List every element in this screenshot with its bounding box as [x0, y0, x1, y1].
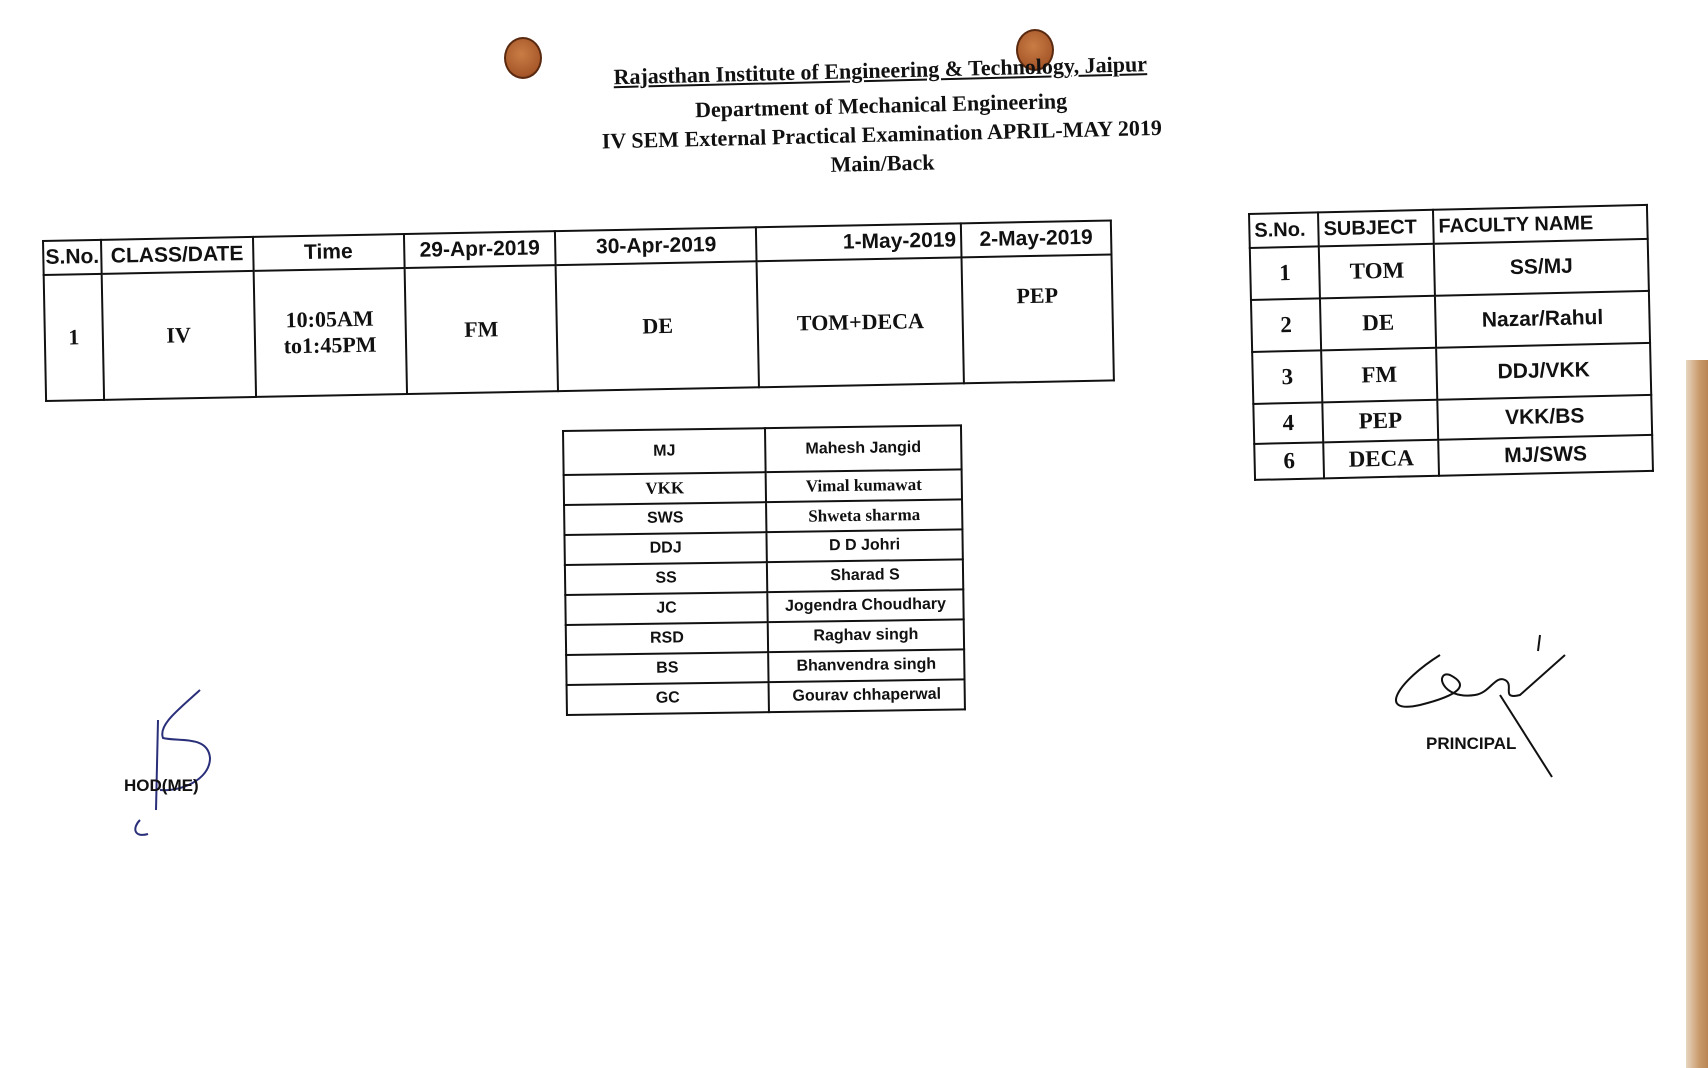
table-row [563, 425, 962, 475]
col-date-2: 30-Apr-2019 [555, 227, 757, 265]
cell-name: Vimal kumawat [766, 469, 962, 502]
cell-subject: DE [1320, 296, 1436, 351]
cell-subject: FM [1321, 348, 1437, 403]
cell-sno: 1 [1250, 246, 1320, 300]
exam-mode: Main/Back [830, 149, 935, 177]
table-row [1252, 343, 1651, 404]
cell-sno: 2 [1251, 298, 1321, 352]
cell-name: D D Johri [766, 529, 962, 562]
col-faculty-name: FACULTY NAME [1433, 205, 1648, 244]
col-class-date: CLASS/DATE [101, 237, 253, 274]
hod-signature-mark [118, 680, 228, 850]
cell-name: Jogendra Choudhary [767, 589, 963, 622]
hod-label: HOD(ME) [124, 776, 199, 795]
cell-subject: DECA [1323, 440, 1439, 479]
cell-code: SS [565, 562, 767, 595]
col-subject: SUBJECT [1318, 210, 1434, 247]
cell-date-1: FM [404, 265, 558, 394]
cell-name: Sharad S [767, 559, 963, 592]
schedule-table [42, 219, 1115, 402]
cell-date-4: PEP [961, 254, 1113, 383]
cell-faculty: DDJ/VKK [1436, 343, 1651, 400]
cell-sno: 1 [44, 274, 104, 401]
table-row [1250, 239, 1649, 300]
subject-faculty-table [1248, 204, 1654, 481]
cell-sno: 3 [1252, 350, 1322, 404]
cell-sno: 6 [1254, 442, 1324, 480]
cell-subject: TOM [1319, 244, 1435, 299]
principal-label: PRINCIPAL [1426, 734, 1517, 753]
cell-code: SWS [564, 502, 766, 535]
cell-date-2: DE [556, 261, 759, 391]
principal-signature-mark [1380, 625, 1580, 785]
col-date-4: 2-May-2019 [961, 220, 1112, 257]
punch-hole-left [504, 37, 542, 79]
cell-code: RSD [566, 622, 768, 655]
time-end: to1:45PM [283, 331, 377, 359]
cell-name: Shweta sharma [766, 499, 962, 532]
cell-code: JC [565, 592, 767, 625]
paper-edge-shadow [1686, 360, 1708, 1068]
col-time: Time [253, 234, 405, 271]
col-sno: S.No. [1249, 212, 1319, 248]
department-name: Department of Mechanical Engineering [694, 88, 1068, 123]
time-start: 10:05AM [285, 305, 374, 333]
col-sno: S.No. [43, 240, 102, 275]
col-date-1: 29-Apr-2019 [403, 231, 556, 268]
cell-name: Raghav singh [768, 619, 964, 652]
cell-faculty: SS/MJ [1434, 239, 1649, 296]
cell-name: Bhanvendra singh [768, 649, 964, 682]
cell-code: MJ [563, 428, 766, 475]
table-row [1254, 435, 1653, 480]
cell-time [253, 268, 406, 397]
document-header [540, 47, 1223, 186]
cell-code: DDJ [564, 532, 766, 565]
institute-name: Rajasthan Institute of Engineering & Technology, Jaipur [613, 51, 1148, 90]
cell-code: VKK [564, 472, 766, 505]
col-date-3: 1-May-2019 [756, 223, 961, 261]
cell-name: Mahesh Jangid [765, 425, 962, 472]
exam-title: IV SEM External Practical Examination APRIL-MAY 2019 [601, 114, 1163, 154]
cell-code: GC [567, 682, 769, 715]
cell-faculty: Nazar/Rahul [1435, 291, 1650, 348]
table-row [567, 679, 965, 715]
faculty-abbreviation-table [562, 424, 966, 716]
table-row [1251, 291, 1650, 352]
cell-subject: PEP [1322, 400, 1438, 443]
cell-faculty: VKK/BS [1437, 395, 1652, 440]
cell-date-3: TOM+DECA [757, 257, 964, 387]
cell-faculty: MJ/SWS [1438, 435, 1653, 476]
cell-name: Gourav chhaperwal [769, 679, 965, 712]
cell-class: IV [102, 271, 256, 400]
cell-code: BS [566, 652, 768, 685]
cell-sno: 4 [1253, 402, 1323, 444]
table-row [44, 254, 1114, 400]
